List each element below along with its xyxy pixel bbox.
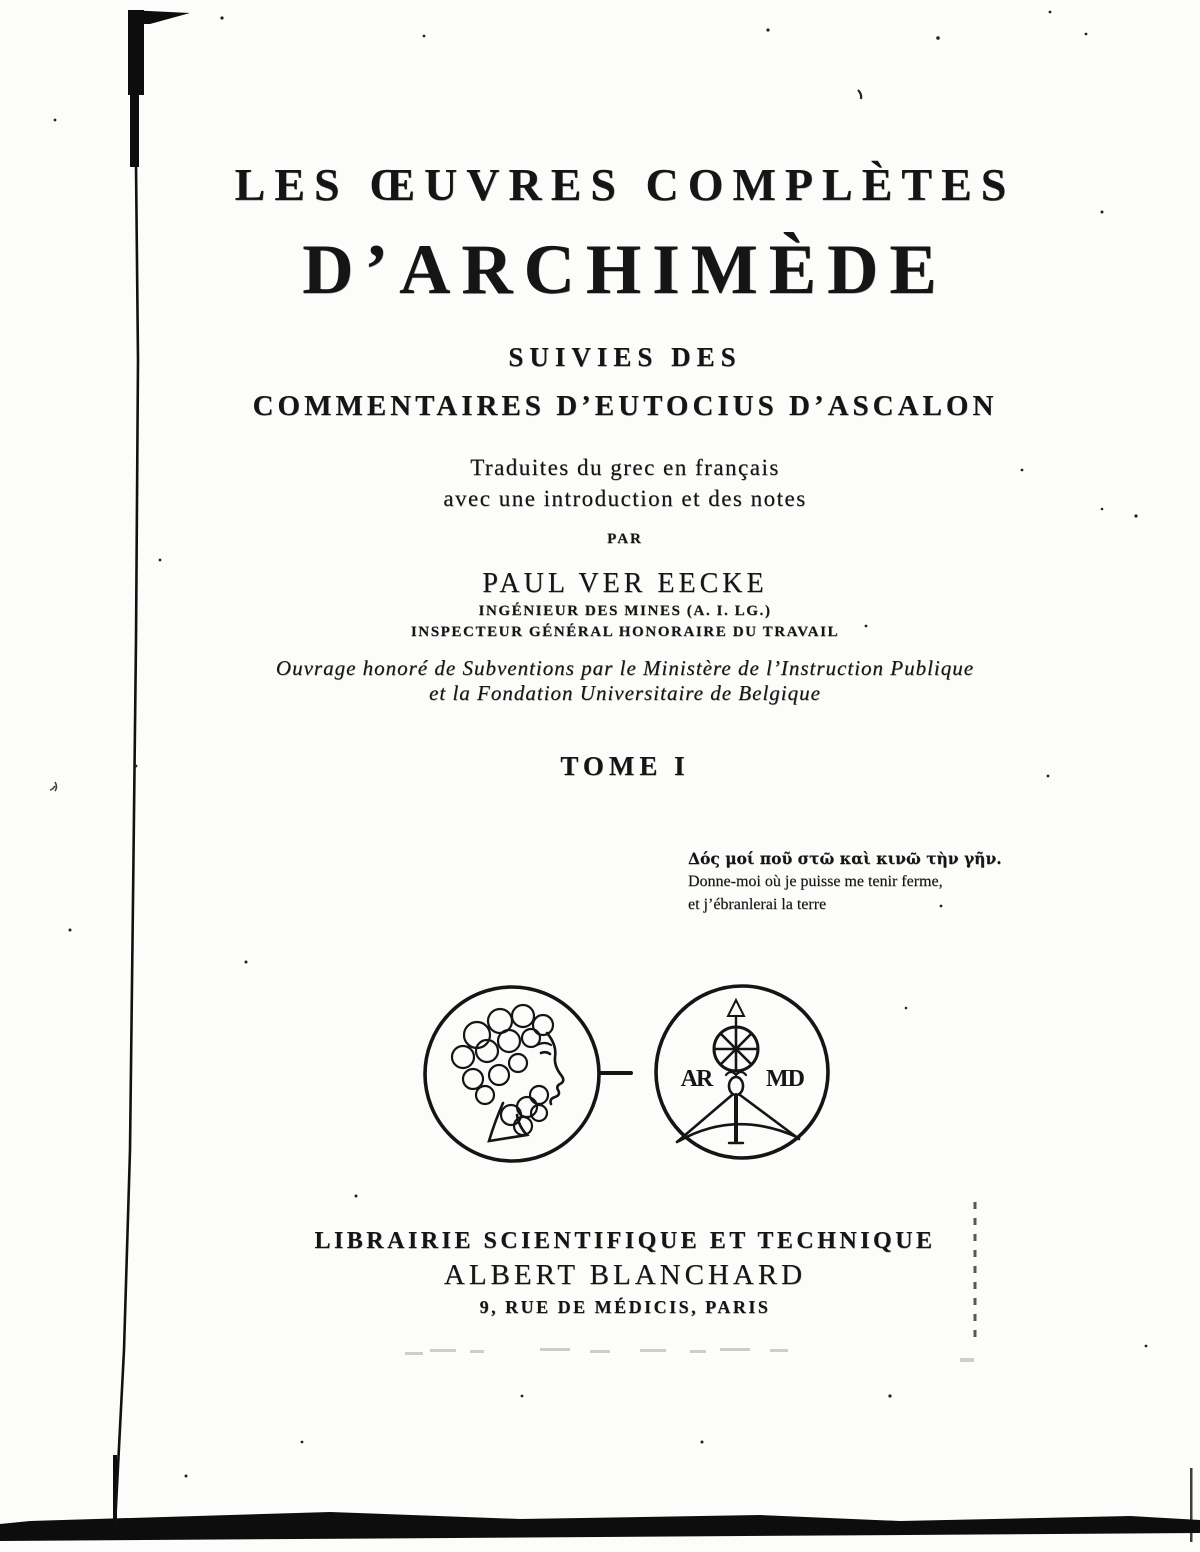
- book-title-line1: LES ŒUVRES COMPLÈTES: [234, 159, 1016, 210]
- publisher-name: ALBERT BLANCHARD: [443, 1259, 807, 1291]
- series-line2: COMMENTAIRES D’EUTOCIUS D’ASCALON: [252, 390, 998, 422]
- author-name: PAUL VER EECKE: [482, 568, 768, 599]
- series-line1: SUIVIES DES: [508, 342, 742, 372]
- publisher-emblem: [415, 983, 855, 1168]
- translation-note-line1: Traduites du grec en français: [470, 455, 780, 480]
- emblem-monogram-right: MD: [766, 1066, 804, 1092]
- author-role-line2: INSPECTEUR GÉNÉRAL HONORAIRE DU TRAVAIL: [410, 624, 840, 640]
- title-page-content: [50, 0, 1200, 1552]
- emblem-monogram-left: AR: [680, 1066, 712, 1092]
- epigraph-greek: Δός μοί ποῦ στῶ καὶ κινῶ τὴν γῆν.: [688, 849, 1002, 868]
- patronage-note: [50, 656, 1200, 706]
- publisher-imprint: LIBRAIRIE SCIENTIFIQUE ET TECHNIQUE: [314, 1228, 936, 1254]
- volume-label: TOME I: [560, 751, 690, 781]
- patronage-line2: et la Fondation Universitaire de Belgique: [429, 681, 821, 705]
- par-label: PAR: [607, 531, 643, 547]
- publisher-address: 9, RUE DE MÉDICIS, PARIS: [479, 1297, 771, 1317]
- author-role-line1: INGÉNIEUR DES MINES (A. I. LG.): [478, 603, 772, 619]
- epigraph-french-line2: et j’ébranlerai la terre: [688, 896, 827, 913]
- translation-note-line2: avec une introduction et des notes: [443, 486, 807, 511]
- archimedes-lever-medallion-icon: [656, 986, 828, 1158]
- book-title-line2: D’ARCHIMÈDE: [302, 231, 948, 309]
- epigraph-french-line1: Donne-moi où je puisse me tenir ferme,: [688, 873, 943, 890]
- patronage-line1: Ouvrage honoré de Subventions par le Ministère de l’Instruction Publique: [275, 656, 975, 680]
- epigraph-block: [688, 847, 1002, 916]
- archimedes-portrait-medallion-icon: [425, 987, 599, 1161]
